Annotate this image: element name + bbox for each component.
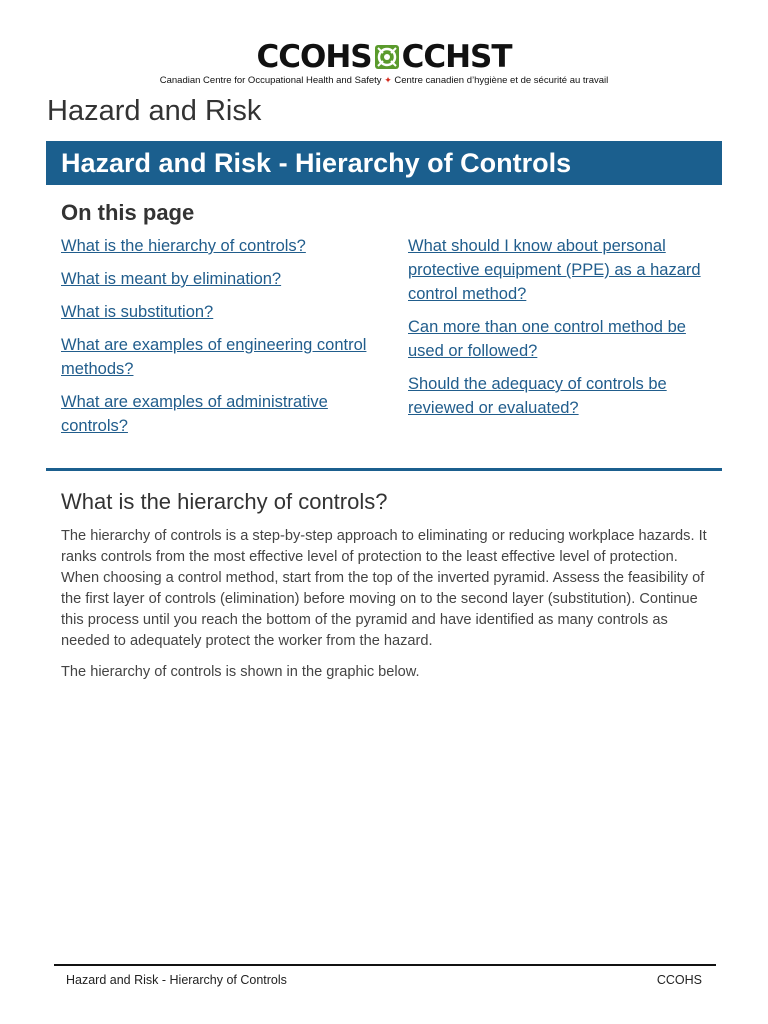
toc-link-review-controls[interactable]: Should the adequacy of controls be reviewed or evaluated? bbox=[408, 375, 667, 417]
toc-heading: On this page bbox=[61, 200, 195, 225]
toc-item bbox=[61, 267, 371, 291]
emblem-icon bbox=[374, 44, 400, 70]
logo-subtitle-fr: Centre canadien d’hygiène et de sécurité au travail bbox=[394, 75, 609, 86]
toc-link-hierarchy[interactable]: What is the hierarchy of controls? bbox=[61, 237, 306, 255]
body-paragraph: The hierarchy of controls is shown in the graphic below. bbox=[61, 664, 420, 680]
logo-wordmark bbox=[0, 40, 768, 74]
toc-link-elimination[interactable]: What is meant by elimination? bbox=[61, 270, 282, 288]
toc-item bbox=[61, 300, 371, 324]
section-divider bbox=[46, 468, 722, 471]
body-paragraph: The hierarchy of controls is a step-by-step approach to eliminating or reducing workplace hazards. It ranks controls from the most effective level of protection to the least effective level of protection. When choosing a control method, start from the top of the inverted pyramid. Assess the feasibility of the first layer of controls (elimination) before moving on to the second layer (substitution). Continue this process until you reach the bottom of the pyramid and have identified as many controls as needed to adequately protect the worker from the hazard. bbox=[61, 528, 707, 649]
footer-rule bbox=[54, 964, 716, 966]
toc-item bbox=[408, 234, 718, 306]
toc-link-engineering[interactable]: What are examples of engineering control methods? bbox=[61, 336, 367, 378]
toc-item bbox=[61, 390, 371, 438]
footer-title: Hazard and Risk - Hierarchy of Controls bbox=[66, 973, 287, 987]
toc-link-administrative[interactable]: What are examples of administrative controls? bbox=[61, 393, 328, 435]
logo-subtitle bbox=[0, 74, 768, 87]
logo-text-ccohs: CCOHS bbox=[256, 39, 372, 75]
toc-item bbox=[408, 315, 718, 363]
logo-subtitle-en: Canadian Centre for Occupational Health and Safety bbox=[159, 75, 382, 86]
maple-leaf-icon: ✦ bbox=[384, 75, 392, 85]
banner-title: Hazard and Risk - Hierarchy of Controls bbox=[61, 148, 572, 178]
toc-item bbox=[61, 333, 371, 381]
section-title: What is the hierarchy of controls? bbox=[61, 489, 388, 514]
footer-org: CCOHS bbox=[656, 973, 702, 987]
toc-item bbox=[61, 234, 371, 258]
logo-text-cchst: CCHST bbox=[401, 39, 512, 75]
toc-link-multiple-methods[interactable]: Can more than one control method be used or followed? bbox=[408, 318, 686, 360]
document-title: Hazard and Risk bbox=[47, 95, 262, 127]
title-banner bbox=[46, 141, 722, 185]
toc-item bbox=[408, 372, 718, 420]
ccohs-logo bbox=[0, 40, 768, 87]
toc-left-column bbox=[61, 234, 371, 447]
toc-link-substitution[interactable]: What is substitution? bbox=[61, 303, 214, 321]
toc-right-column bbox=[408, 234, 718, 429]
toc-link-ppe[interactable]: What should I know about personal protective equipment (PPE) as a hazard control method? bbox=[408, 237, 701, 303]
